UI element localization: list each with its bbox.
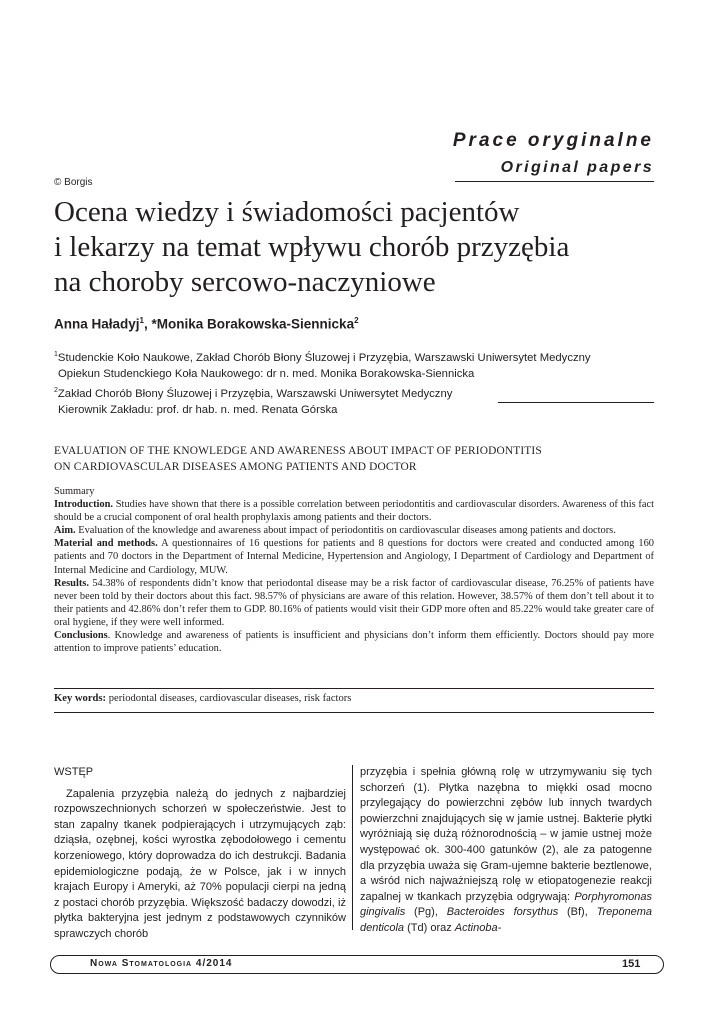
abstract-introduction	[54, 498, 654, 524]
keywords-top-rule	[54, 688, 654, 689]
english-title-line-2: ON CARDIOVASCULAR DISEASES AMONG PATIENTS AND DOCTOR	[54, 461, 417, 473]
affiliation-2-text: Zakład Chorób Błony Śluzowej i Przyzębia, Warszawski Uniwersytet Medyczny	[57, 387, 453, 400]
methods-text: A questionnaires of 16 questions for patients and 8 questions for doctors were created and conducted among 160 patients and 70 doctors in the Department of Internal Medicine, Hypertension and Angiology, I Department of Cardiology and Department of Internal Medicine and Cardiology, MUW.	[54, 538, 654, 576]
affiliation-1	[54, 347, 591, 366]
introduction-label: Introduction.	[54, 499, 113, 511]
keywords-label: Key words:	[54, 693, 107, 704]
right-paragraph-text: przyzębia i spełnia główną rolę w utrzymywaniu się tych schorzeń (1). Płytka nazębna to miękki osad mocno przylegający do powierzchni zębów lub innych twardych powierzchni znajdujących się w jamie ustnej. Bakterie płytki wyróżniają się dużą różnorodnością – w jamie ustnej może występować ok. 300-400 gatunków (2), ale za patogenne dla przyzębia uważa się Gram-ujemne bakterie beztlenowe, a wśród nich najważniejszą rolę w etiopatogenezie reakcji zapalnej w tkankach przyzębia odgrywają:	[360, 766, 652, 903]
body-paragraph-right	[360, 765, 652, 937]
affiliation-1-text: Studenckie Koło Naukowe, Zakład Chorób Błony Śluzowej i Przyzębia, Warszawski Uniwersytet Medyczny	[57, 351, 591, 364]
body-paragraph-left: Zapalenia przyzębia należą do jednych z najbardziej rozpowszechnionych schorzeń w społeczeństwie. Jest to stan zapalny tkanek podpierających i utrzymujących ząb: dziąsła, ozębnej, kości wyrostka zębodołowego i cementu korzeniowego, który doprowadza do ich destrukcji. Badania epidemiologiczne podają, że w Polsce, jak i w innych krajach Europy i Ameryki, aż 70% populacji cierpi na jedną z postaci chorób przyzębia. Większość badaczy dowodzi, iż płytka bakteryjna jest jednym z podstawowych czynników sprawczych chorób	[54, 787, 346, 940]
english-title	[54, 443, 664, 475]
affiliation-2	[54, 383, 591, 402]
author-separator: ,	[143, 316, 152, 332]
conclusions-text: . Knowledge and awareness of patients is insufficient and physicians don’t inform them efficiently. Doctors should pay more attention to improve patients’ education.	[54, 630, 654, 655]
species-4: Actinoba-	[454, 921, 502, 934]
title-line-2: i lekarzy na temat wpływu chorób przyzębia	[54, 231, 570, 263]
affiliation-2-marker: 2	[54, 386, 58, 394]
copyright-notice: © Borgis	[54, 177, 93, 188]
species-2-abbr: (Bf),	[558, 906, 597, 919]
abstract-methods	[54, 537, 654, 576]
species-3: Treponema denticola	[360, 906, 653, 934]
section-heading: WSTĘP	[54, 766, 94, 778]
title-line-3: na choroby sercowo-naczyniowe	[54, 266, 436, 298]
title-line-1: Ocena wiedzy i świadomości pacjentów	[54, 196, 520, 228]
author-2-affiliation: 2	[354, 316, 359, 325]
keywords	[54, 693, 351, 704]
abstract-results	[54, 577, 654, 629]
introduction-text: Studies have shown that there is a possible correlation between periodontitis and cardiovascular disorders. Awareness of this fact should be a crucial component of oral health prophylaxis among patients and their doctors.	[54, 499, 654, 524]
affiliation-1-supervisor-text: Opiekun Studenckiego Koła Naukowego: dr n. med. Monika Borakowska-Siennicka	[58, 368, 475, 381]
body-column-left	[54, 765, 346, 943]
species-1: Porphyromonas gingivalis	[360, 890, 652, 919]
conclusions-label: Conclusions	[54, 630, 108, 642]
aim-label: Aim.	[54, 525, 76, 537]
section-label-polish: Prace oryginalne	[452, 130, 654, 151]
affiliation-2-head	[54, 402, 591, 419]
english-title-line-1: EVALUATION OF THE KNOWLEDGE AND AWARENESS ABOUT IMPACT OF PERIODONTITIS	[54, 445, 542, 457]
affiliations	[54, 347, 591, 419]
results-label: Results.	[54, 577, 89, 589]
author-2: *Monika Borakowska-Siennicka	[151, 316, 355, 332]
keywords-bottom-rule	[54, 712, 654, 713]
affiliation-1-marker: 1	[54, 351, 58, 358]
affiliation-rule	[498, 402, 654, 403]
species-1-abbr: (Pg),	[405, 906, 447, 919]
author-1: Anna Haładyj	[54, 316, 140, 332]
footer-journal: Nowa Stomatologia 4/2014	[84, 956, 238, 972]
summary-label: Summary	[54, 486, 95, 497]
abstract	[54, 485, 654, 655]
author-list	[54, 316, 359, 332]
section-rule	[455, 181, 654, 182]
affiliation-1-supervisor	[54, 366, 591, 383]
section-label-english: Original papers	[500, 159, 654, 176]
keywords-text: periodontal diseases, cardiovascular diseases, risk factors	[106, 693, 352, 704]
species-3-abbr: (Td) oraz	[404, 921, 455, 934]
results-text: 54.38% of respondents didn’t know that periodontal disease may be a risk factor of cardiovascular disease, 76.25% of patients have never been told by their doctors about this fact. 98.57% of physicians are aware of this relation. However, 38.57% of them don’t tell about it to their patients and 42.86% don’t refer them to GDP. 80.16% of patients would visit their GDP more often and 85.22% would take greater care of oral hygiene, if they were well informed.	[54, 577, 654, 628]
methods-label: Material and methods.	[54, 538, 158, 550]
abstract-aim	[54, 524, 654, 537]
affiliation-2-head-text: Kierownik Zakładu: prof. dr hab. n. med. Renata Górska	[58, 404, 338, 417]
article-title	[54, 195, 664, 300]
body-column-right	[360, 765, 652, 937]
column-divider	[352, 765, 353, 930]
species-2: Bacteroides forsythus	[446, 906, 559, 919]
footer-page-number: 151	[618, 956, 644, 972]
aim-text: Evaluation of the knowledge and awareness about impact of periodontitis on cardiovascular diseases among patients and doctors.	[75, 525, 616, 537]
author-1-affiliation: 1	[139, 316, 144, 325]
abstract-conclusions	[54, 629, 654, 655]
